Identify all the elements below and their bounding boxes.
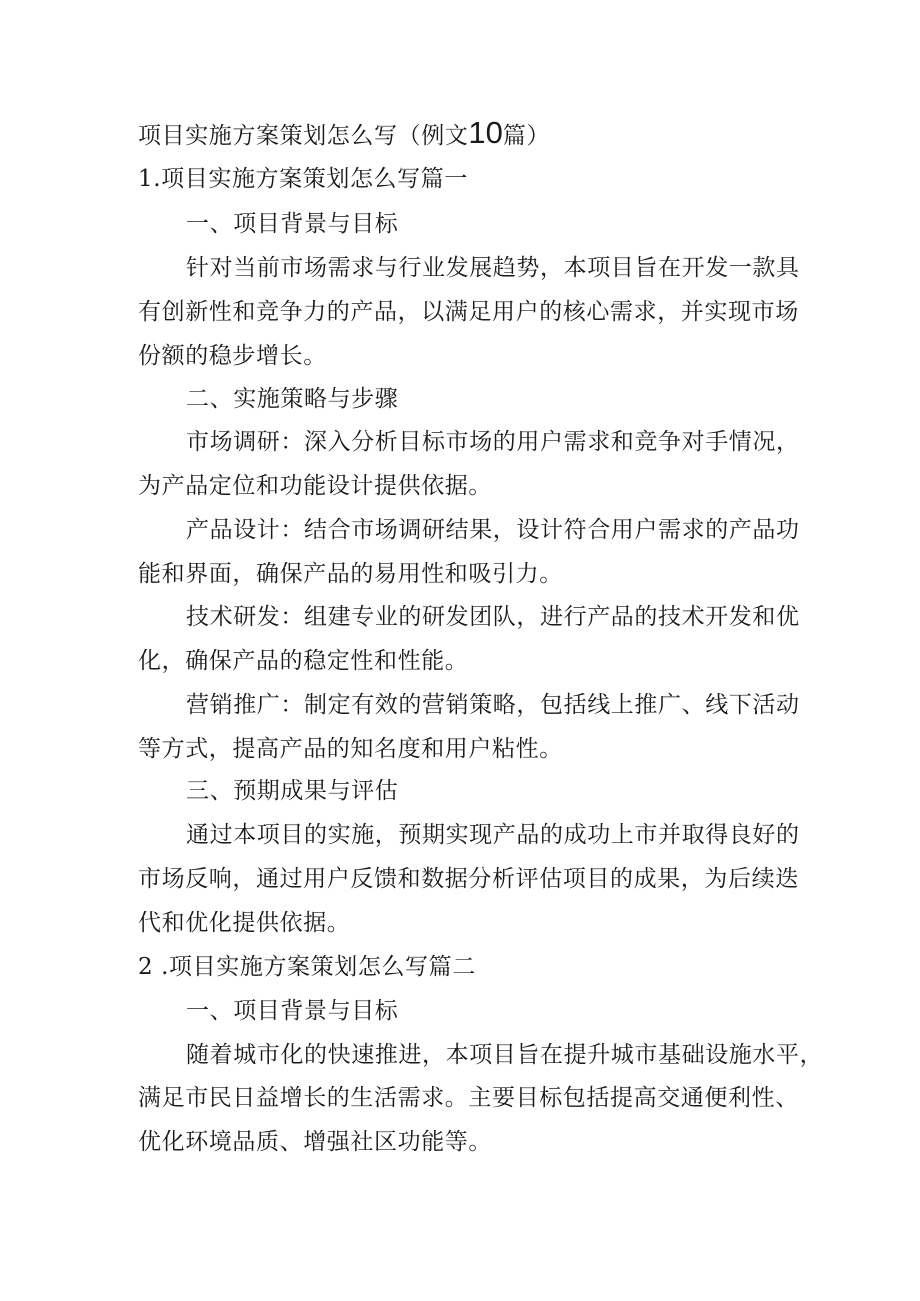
list-item-line: 能和界面，确保产品的易用性和吸引力。 — [138, 561, 563, 587]
section-2-sub-1-heading: 一、项目背景与目标 — [186, 998, 399, 1024]
paragraph-line: 随着城市化的快速推进，本项目旨在提升城市基础设施水平， — [186, 1042, 824, 1068]
section-1-heading: 1.项目实施方案策划怎么写篇一 — [138, 166, 468, 192]
paragraph-line: 有创新性和竞争力的产品，以满足用户的核心需求，并实现市场 — [138, 299, 799, 325]
paragraph-line: 代和优化提供依据。 — [138, 910, 351, 936]
list-item-line: 营销推广：制定有效的营销策略，包括线上推广、线下活动 — [186, 692, 800, 718]
paragraph-line: 份额的稳步增长。 — [138, 343, 327, 369]
list-item-line: 产品设计：结合市场调研结果，设计符合用户需求的产品功 — [186, 517, 800, 543]
paragraph-line: 优化环境品质、增强社区功能等。 — [138, 1129, 492, 1155]
section-1-sub-2-heading: 二、实施策略与步骤 — [186, 386, 399, 412]
paragraph-line: 满足市民日益增长的生活需求。主要目标包括提高交通便利性、 — [138, 1085, 799, 1111]
paragraph-line: 通过本项目的实施，预期实现产品的成功上市并取得良好的 — [186, 822, 800, 848]
list-item-line: 为产品定位和功能设计提供依据。 — [138, 473, 492, 499]
paragraph-line: 市场反响，通过用户反馈和数据分析评估项目的成果，为后续迭 — [138, 866, 799, 892]
title-prefix: 项目实施方案策划怎么写（例文 — [138, 123, 469, 149]
title-number: 10 — [468, 115, 503, 150]
list-item-line: 化，确保产品的稳定性和性能。 — [138, 648, 469, 674]
document-title — [138, 115, 551, 151]
list-item-line: 技术研发：组建专业的研发团队，进行产品的技术开发和优 — [186, 604, 800, 630]
title-suffix: 篇） — [502, 123, 551, 149]
section-1-sub-1-heading: 一、项目背景与目标 — [186, 211, 399, 237]
section-2-heading: 2 .项目实施方案策划怎么写篇二 — [138, 954, 476, 980]
list-item-line: 等方式，提高产品的知名度和用户粘性。 — [138, 736, 563, 762]
list-item-line: 市场调研：深入分析目标市场的用户需求和竞争对手情况， — [186, 429, 800, 455]
paragraph-line: 针对当前市场需求与行业发展趋势，本项目旨在开发一款具 — [186, 255, 800, 281]
section-1-sub-3-heading: 三、预期成果与评估 — [186, 778, 399, 804]
